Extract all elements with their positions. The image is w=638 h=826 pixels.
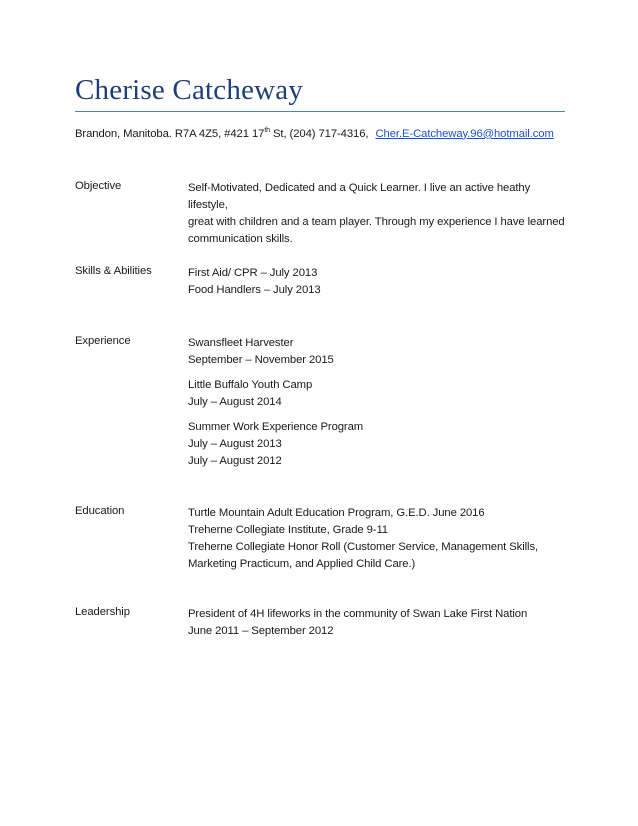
section-label: Leadership [75,606,130,618]
contact-line [75,127,554,140]
section-content [188,180,566,248]
experience-entry [188,419,566,470]
text-line: Summer Work Experience Program [188,421,364,433]
text-line: July – August 2012 [188,455,282,467]
text-line: September – November 2015 [188,354,334,366]
address-text: Brandon, Manitoba. R7A 4Z5, #421 17 [75,127,265,140]
text-line: Treherne Collegiate Honor Roll (Customer Service, Management Skills, [188,541,539,553]
page-title: Cherise Catcheway [75,74,304,106]
section-label: Experience [75,335,131,347]
section-content [188,265,566,299]
section-content [188,335,566,470]
text-line: Self-Motivated, Dedicated and a Quick Learner. I live an active heathy lifestyle, [188,182,531,211]
text-line: great with children and a team player. Through my experience I have learned [188,216,565,228]
experience-entry [188,377,566,411]
section-content [188,505,566,573]
section-label: Objective [75,180,122,192]
text-line: July – August 2014 [188,396,282,408]
section-label: Education [75,505,125,517]
text-line: communication skills. [188,233,293,245]
text-line: Little Buffalo Youth Camp [188,379,313,391]
text-line: First Aid/ CPR – July 2013 [188,267,318,279]
text-line: Food Handlers – July 2013 [188,284,321,296]
email-link[interactable]: Cher.E-Catcheway.96@hotmail.com [375,127,554,140]
experience-entry [188,335,566,369]
header-divider [75,111,565,112]
text-line: Treherne Collegiate Institute, Grade 9-11 [188,524,388,536]
text-line: Marketing Practicum, and Applied Child Care.) [188,558,416,570]
text-line: President of 4H lifeworks in the community of Swan Lake First Nation [188,608,528,620]
section-label: Skills & Abilities [75,265,152,277]
text-line: June 2011 – September 2012 [188,625,334,637]
text-line: Turtle Mountain Adult Education Program, G.E.D. June 2016 [188,507,485,519]
address-phone: St, (204) 717-4316, [269,127,369,140]
text-line: July – August 2013 [188,438,282,450]
section-content [188,606,566,640]
text-line: Swansfleet Harvester [188,337,294,349]
address-ordinal: th [264,127,270,134]
